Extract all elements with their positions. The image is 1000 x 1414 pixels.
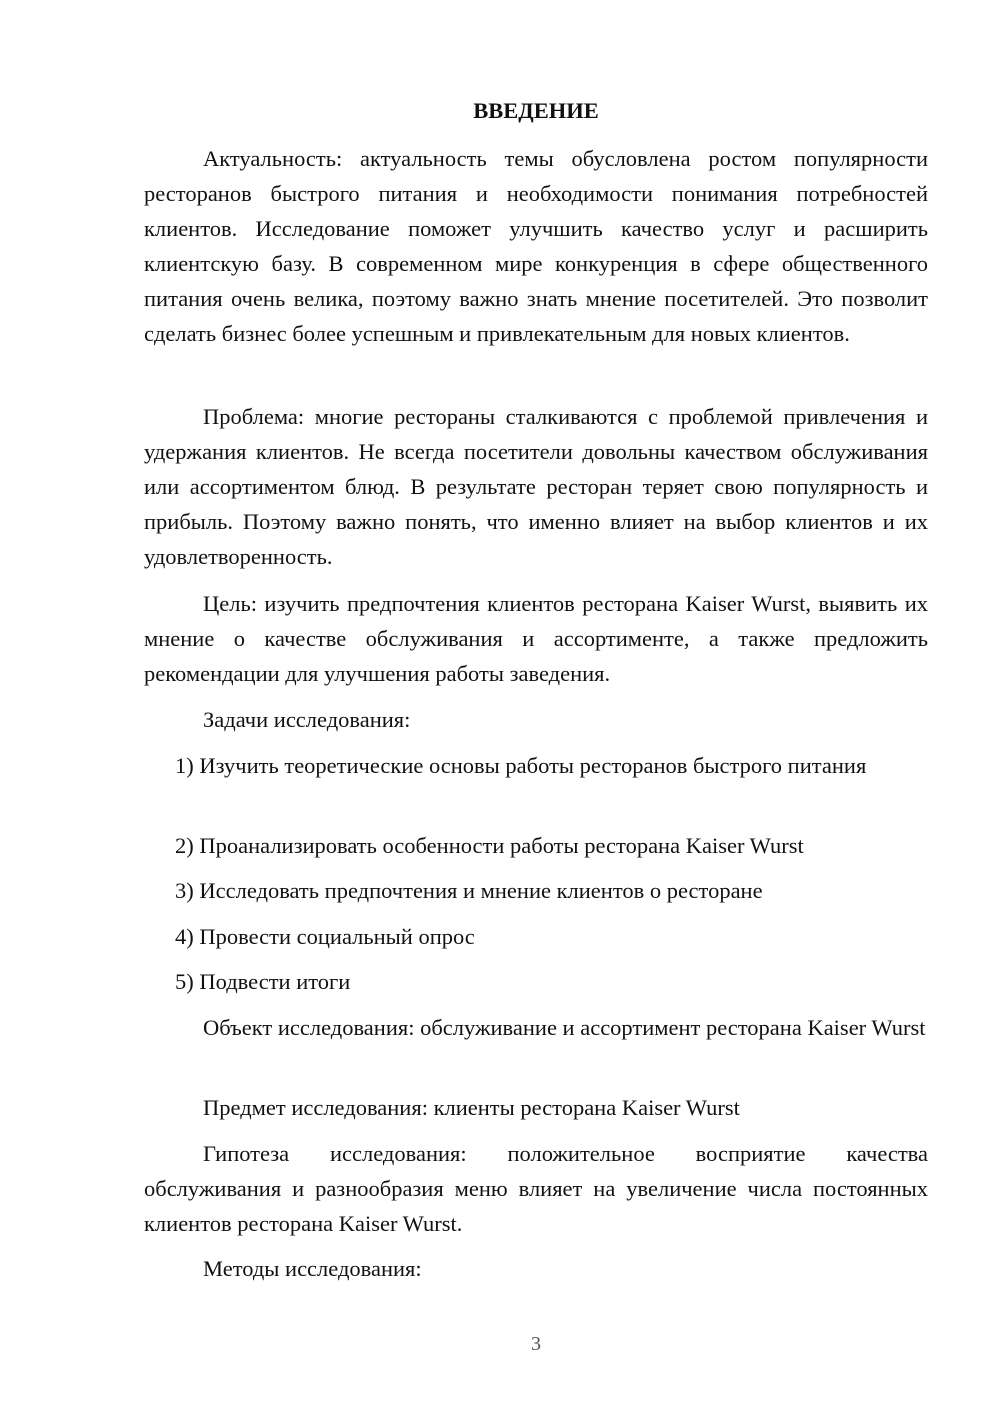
paragraph-goal: Цель: изучить предпочтения клиентов ресторана Kaiser Wurst, выявить их мнение о качестве обслуживания и ассортименте, а также предложить рекомендации для улучшения работы заведения. — [144, 591, 928, 686]
paragraph-object: Объект исследования: обслуживание и ассортимент ресторана Kaiser Wurst — [203, 1015, 926, 1040]
task-item-1: 1) Изучить теоретические основы работы ресторанов быстрого питания — [175, 753, 867, 778]
task-item-2: 2) Проанализировать особенности работы ресторана Kaiser Wurst — [175, 833, 804, 858]
paragraph-problem: Проблема: многие рестораны сталкиваются с проблемой привлечения и удержания клиентов. Не всегда посетители довольны качеством обслуживания или ассортиментом блюд. В результате ресторан теряет свою популярность и прибыль. Поэтому важно понять, что именно влияет на выбор клиентов и их удовлетворенность. — [144, 404, 928, 569]
task-item-4: 4) Провести социальный опрос — [175, 924, 475, 949]
task-item-3: 3) Исследовать предпочтения и мнение клиентов о ресторане — [175, 878, 763, 903]
tasks-title: Задачи исследования: — [203, 707, 411, 732]
task-item-5: 5) Подвести итоги — [175, 969, 351, 994]
paragraph-hypothesis: Гипотеза исследования: положительное восприятие качества обслуживания и разнообразия меню влияет на увеличение числа постоянных клиентов ресторана Kaiser Wurst. — [144, 1141, 928, 1236]
paragraph-relevance: Актуальность: актуальность темы обусловлена ростом популярности ресторанов быстрого питания и необходимости понимания потребностей клиентов. Исследование поможет улучшить качество услуг и расширить клиентскую базу. В современном мире конкуренция в сфере общественного питания очень велика, поэтому важно знать мнение посетителей. Это позволит сделать бизнес более успешным и привлекательным для новых клиентов. — [144, 146, 928, 346]
page-number: 3 — [531, 1333, 541, 1355]
paragraph-subject: Предмет исследования: клиенты ресторана Kaiser Wurst — [203, 1095, 740, 1120]
paragraph-methods: Методы исследования: — [203, 1256, 422, 1281]
section-heading: ВВЕДЕНИЕ — [473, 98, 599, 123]
